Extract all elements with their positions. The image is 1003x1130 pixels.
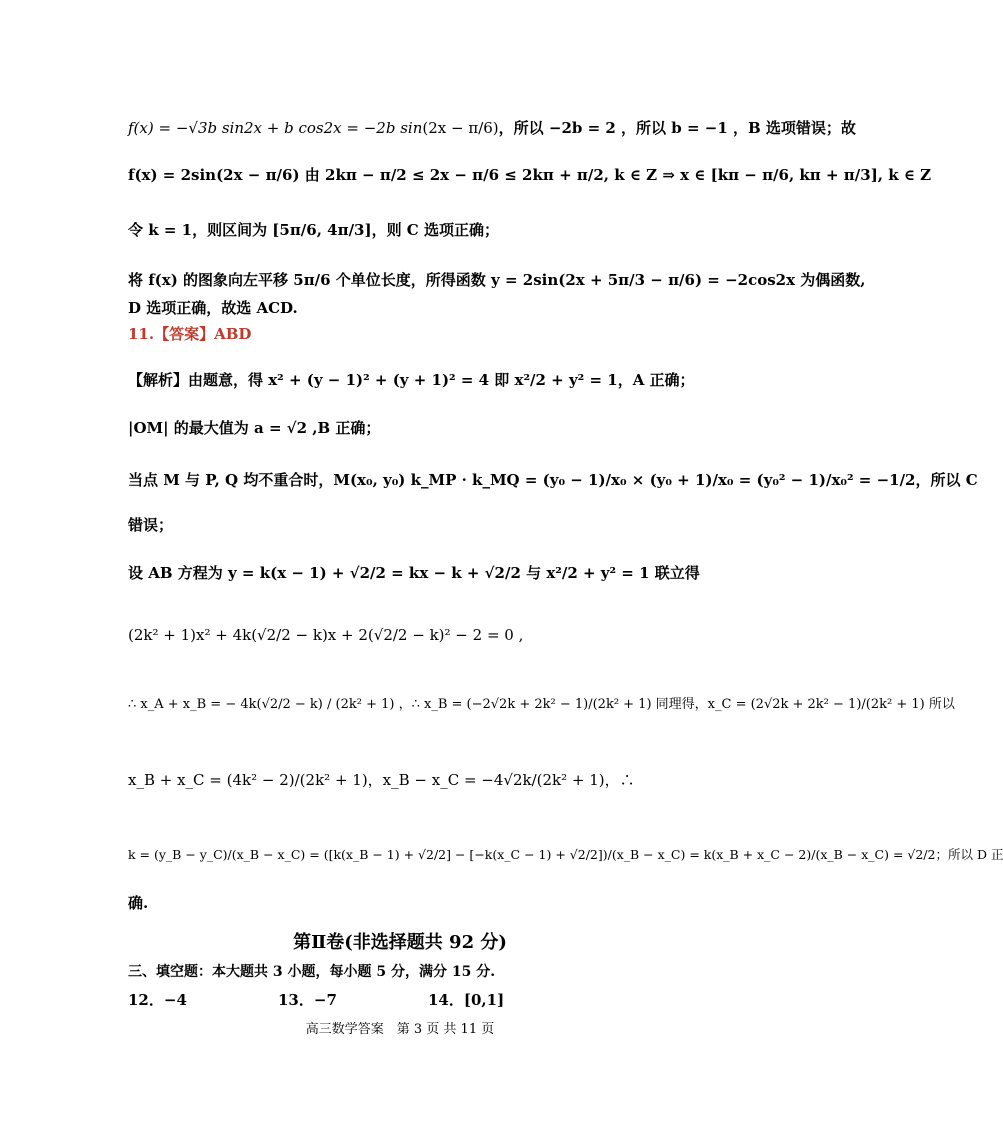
fill-in-answers	[128, 990, 504, 1010]
answer-12: 12．−4	[128, 991, 187, 1009]
solution-line-1: f(x) = −√3b sin2x + b cos2x = −2b sin(2x − π/6)，所以 −2b = 2 ，所以 b = −1 ，B 选项错误；故	[128, 119, 856, 137]
solution-line-4: 将 f(x) 的图象向左平移 5π/6 个单位长度，所得函数 y = 2sin(2x + 5π/3 − π/6) = −2cos2x 为偶函数,	[128, 271, 866, 289]
section-heading: 第Ⅱ卷(非选择题共 92 分)	[293, 932, 507, 953]
answer-14: 14．[0,1]	[428, 991, 505, 1009]
analysis-line-end: 确.	[128, 894, 149, 912]
fill-in-header: 三、填空题：本大题共 3 小题，每小题 5 分，满分 15 分.	[128, 964, 496, 980]
analysis-line-3: 当点 M 与 P, Q 均不重合时，M(x₀, y₀) k_MP · k_MQ = (y₀ − 1)/x₀ × (y₀ + 1)/x₀ = (y₀² − 1)/x₀² = −1/2，所以 C	[128, 471, 978, 489]
solution-line-2: f(x) = 2sin(2x − π/6) 由 2kπ − π/2 ≤ 2x − π/6 ≤ 2kπ + π/2, k ∈ Z ⇒ x ∈ [kπ − π/6, kπ + π/3], k ∈ Z	[128, 166, 932, 184]
analysis-line-4: 错误；	[128, 516, 174, 534]
analysis-equation-1: (2k² + 1)x² + 4k(√2/2 − k)x + 2(√2/2 − k)² − 2 = 0 ,	[128, 626, 524, 644]
analysis-line-2: |OM| 的最大值为 a = √2 ,B 正确；	[128, 419, 381, 437]
analysis-equation-4: k = (y_B − y_C)/(x_B − x_C) = ([k(x_B − 1) + √2/2] − [−k(x_C − 1) + √2/2])/(x_B − x_C) = k(x_B + x_C − 2)/(x_B − x_C) = √2/2；所以 D 正	[128, 847, 1003, 862]
page-footer: 高三数学答案 第 3 页 共 11 页	[305, 1022, 495, 1037]
analysis-line-5: 设 AB 方程为 y = k(x − 1) + √2/2 = kx − k + √2/2 与 x²/2 + y² = 1 联立得	[128, 564, 700, 582]
answer-13: 13．−7	[278, 991, 337, 1009]
analysis-line-1: 【解析】由题意，得 x² + (y − 1)² + (y + 1)² = 4 即 x²/2 + y² = 1，A 正确；	[128, 371, 695, 389]
solution-line-5: D 选项正确，故选 ACD.	[128, 299, 298, 317]
solution-line-3: 令 k = 1，则区间为 [5π/6, 4π/3]，则 C 选项正确；	[128, 221, 499, 239]
analysis-equation-2: ∴ x_A + x_B = − 4k(√2/2 − k) / (2k² + 1) ，∴ x_B = (−2√2k + 2k² − 1)/(2k² + 1) 同理得，x_C = (2√2k + 2k² − 1)/(2k² + 1) 所以	[128, 697, 955, 712]
answer-11-label: 11.【答案】ABD	[128, 325, 252, 343]
analysis-equation-3: x_B + x_C = (4k² − 2)/(2k² + 1)，x_B − x_C = −4√2k/(2k² + 1)，∴	[128, 771, 635, 789]
